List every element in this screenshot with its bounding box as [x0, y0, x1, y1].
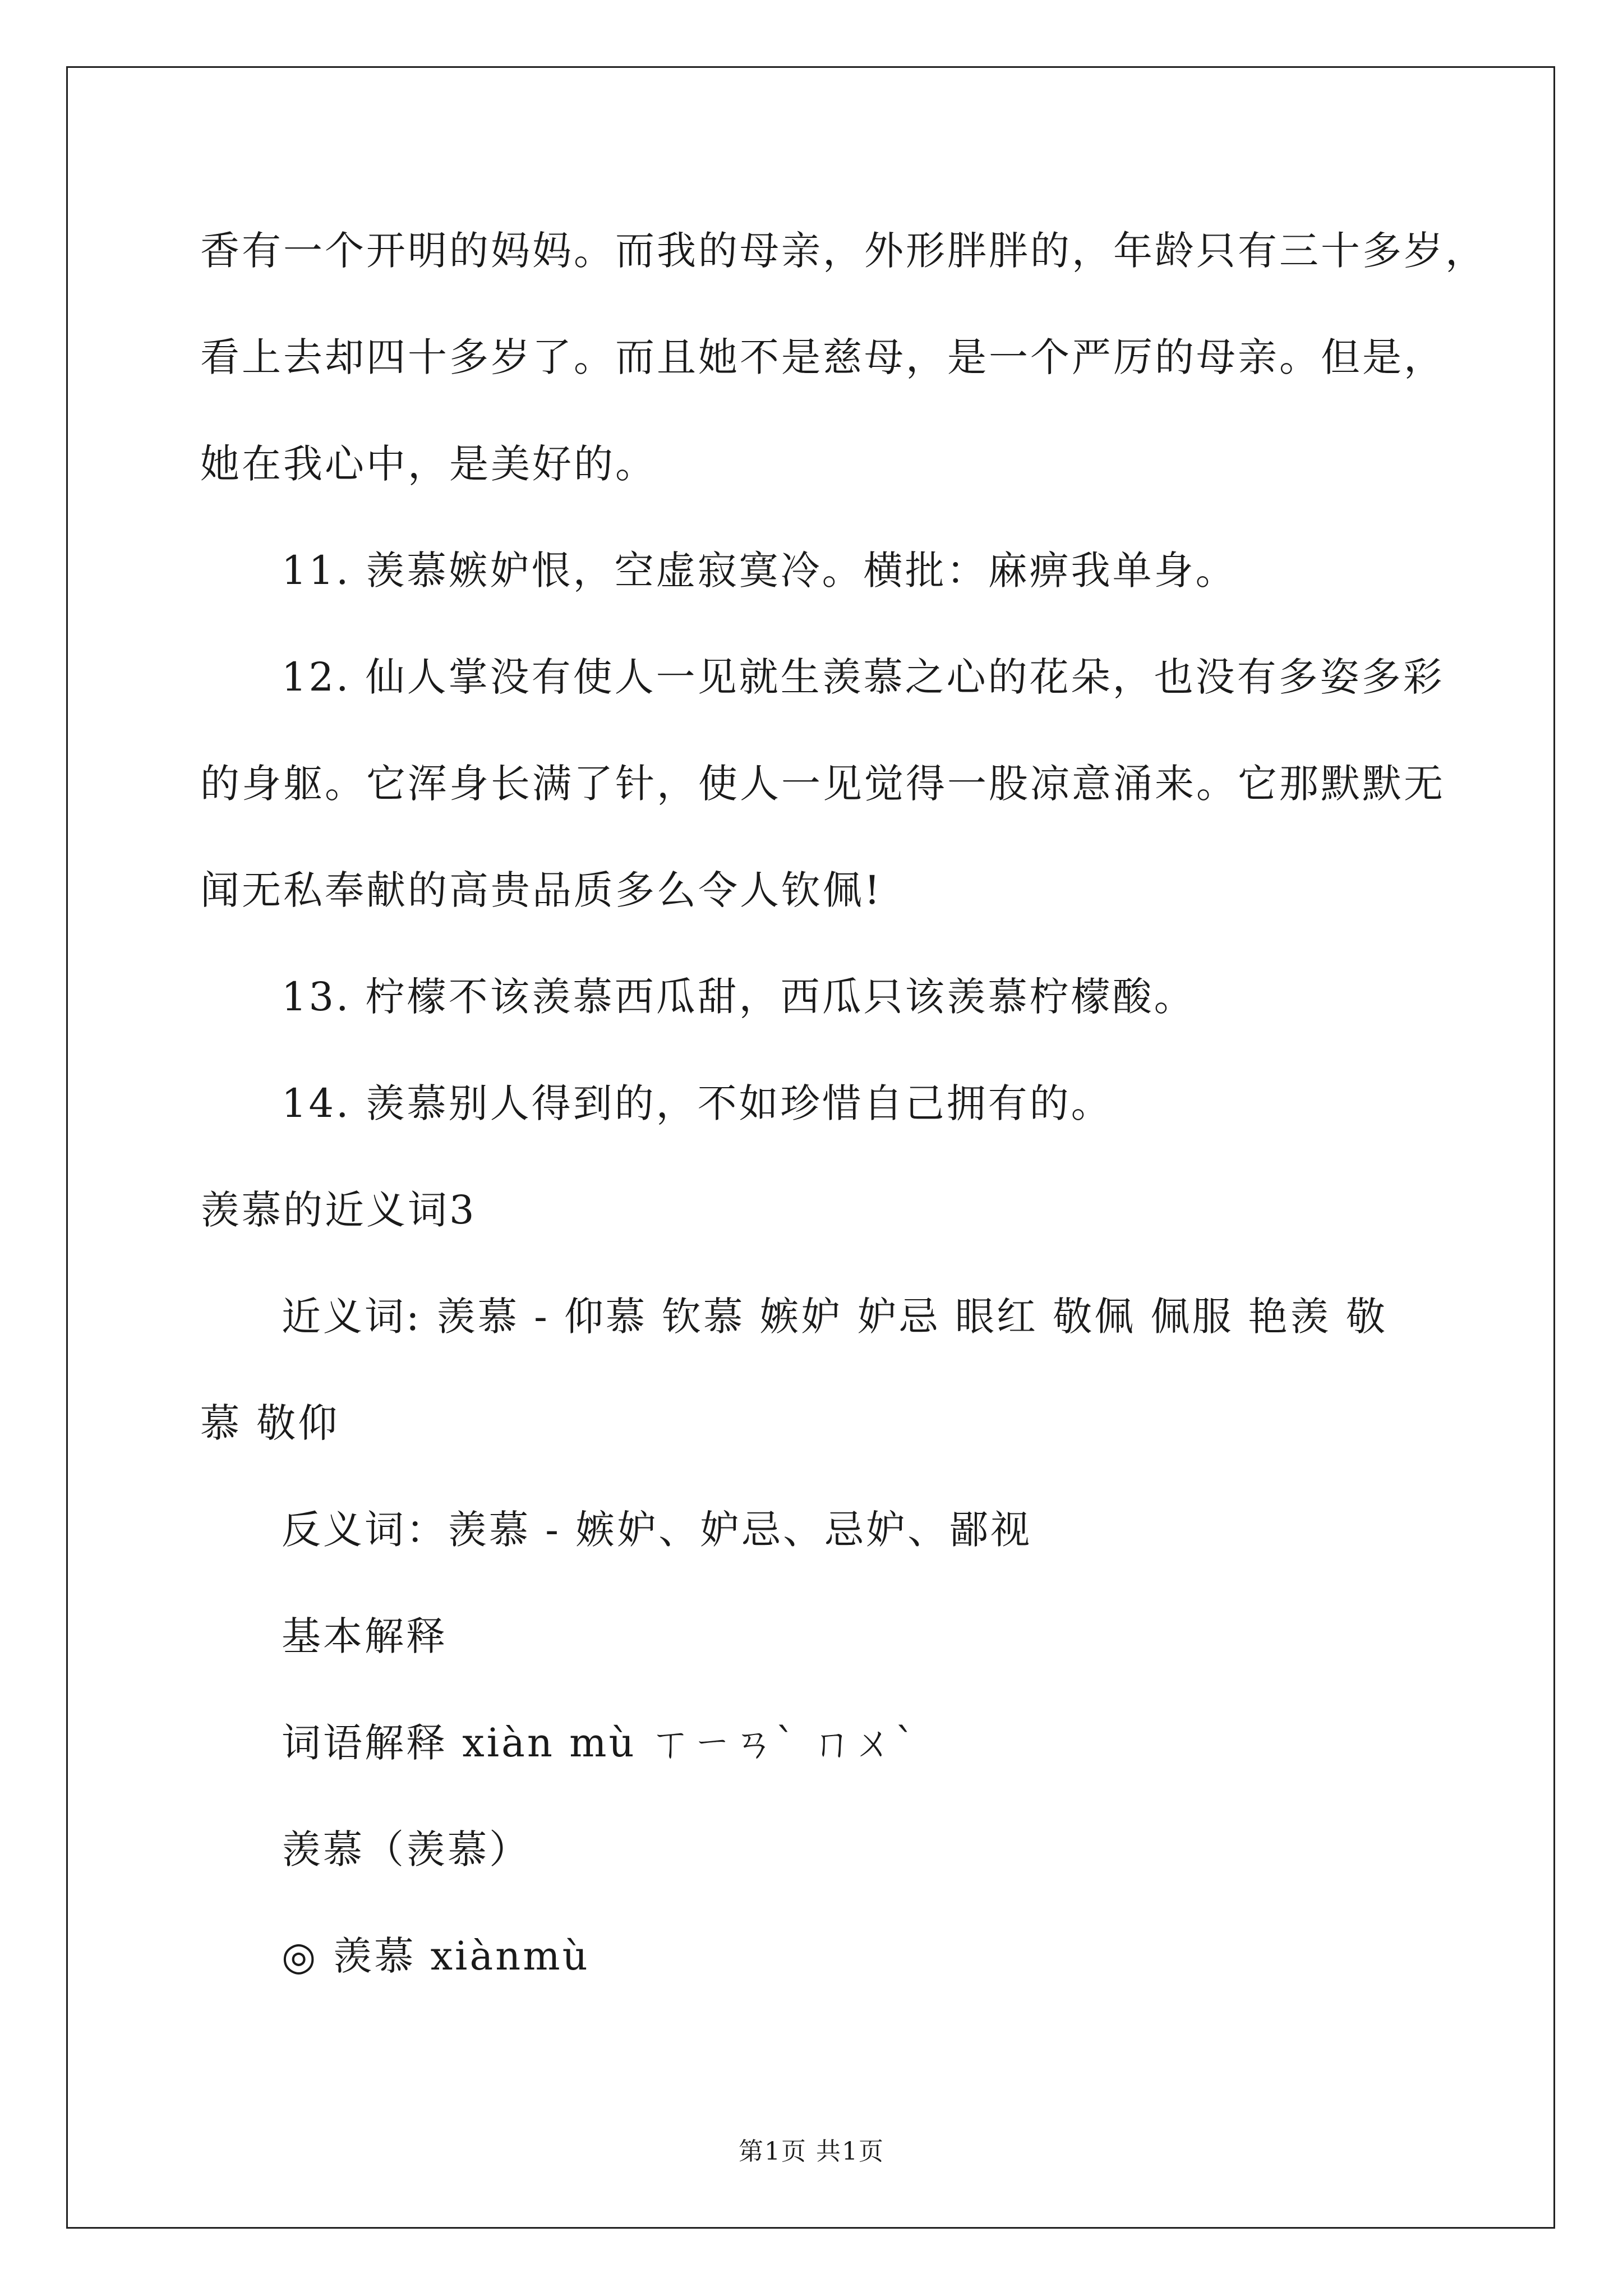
paragraph-line: 闻无私奉献的高贵品质多么令人钦佩!	[200, 867, 883, 913]
list-item-11: 11. 羡慕嫉妒恨，空虚寂寞冷。横批：麻痹我单身。	[282, 547, 1237, 593]
synonyms-line-continued: 慕 敬仰	[200, 1400, 340, 1446]
definition-entry-line: ◎ 羡慕 xiànmù	[282, 1933, 590, 1979]
synonyms-line: 近义词: 羡慕 - 仰慕 钦慕 嫉妒 妒忌 眼红 敬佩 佩服 艳羡 敬	[282, 1294, 1387, 1340]
page-border	[66, 66, 1555, 2229]
basic-explanation-heading: 基本解释	[282, 1613, 448, 1659]
antonyms-line: 反义词：羡慕 - 嫉妒、妒忌、忌妒、鄙视	[282, 1507, 1032, 1553]
paragraph-line: 看上去却四十多岁了。而且她不是慈母，是一个严厉的母亲。但是，	[200, 334, 1445, 380]
section-heading: 羡慕的近义词3	[200, 1187, 477, 1233]
traditional-form-line: 羡慕（羡慕）	[282, 1826, 531, 1872]
pronunciation-line: 词语解释 xiàn mù ㄒㄧㄢˋ ㄇㄨˋ	[282, 1720, 917, 1766]
list-item-12: 12. 仙人掌没有使人一见就生羡慕之心的花朵，也没有多姿多彩	[282, 654, 1445, 700]
page-footer: 第1页 共1页	[739, 2137, 884, 2166]
list-item-14: 14. 羡慕别人得到的，不如珍惜自己拥有的。	[282, 1080, 1113, 1126]
paragraph-line: 的身躯。它浑身长满了针，使人一见觉得一股凉意涌来。它那默默无	[200, 761, 1445, 807]
paragraph-line: 香有一个开明的妈妈。而我的母亲，外形胖胖的，年龄只有三十多岁，	[200, 228, 1487, 274]
paragraph-line: 她在我心中，是美好的。	[200, 441, 657, 487]
list-item-13: 13. 柠檬不该羡慕西瓜甜，西瓜只该羡慕柠檬酸。	[282, 974, 1196, 1020]
